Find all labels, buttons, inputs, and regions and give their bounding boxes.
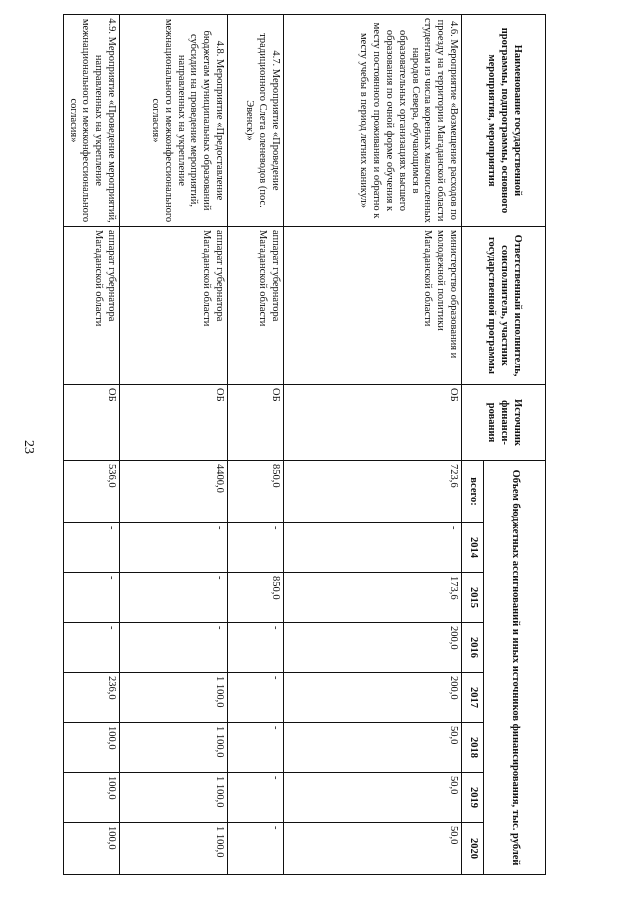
- header-year-2017: 2017: [462, 673, 484, 723]
- row-total: 4400,0: [120, 461, 228, 523]
- row-value-2018: 1 100,0: [120, 723, 228, 773]
- header-year-2016: 2016: [462, 623, 484, 673]
- row-value-2014: -: [63, 523, 119, 573]
- row-value-2019: 50,0: [284, 773, 462, 823]
- row-source: ОБ: [228, 385, 284, 461]
- table-row: [228, 15, 284, 875]
- header-funding-group: Объем бюджетных ассигнований и иных источников финансирования, тыс. рублей: [484, 461, 546, 875]
- header-year-2015: 2015: [462, 573, 484, 623]
- row-value-2018: -: [228, 723, 284, 773]
- header-name: Наименование государственной программы, подпрограммы, основного мероприятия, мероприятия: [462, 15, 546, 227]
- row-executor: аппарат губернатора Магаданской области: [228, 227, 284, 385]
- row-source: ОБ: [63, 385, 119, 461]
- row-executor: аппарат губернатора Магаданской области: [120, 227, 228, 385]
- row-value-2018: 50,0: [284, 723, 462, 773]
- row-name: 4.8. Мероприятие «Предоставление бюджетам муниципальных образований субсидии на проведение мероприятий, направленных на укрепление межнационального и межконфессионального согласия»: [120, 15, 228, 227]
- row-value-2014: -: [120, 523, 228, 573]
- row-name: 4.9. Мероприятие «Проведение мероприятий, направленных на укрепление межнационального и межконфессионального согласия»: [63, 15, 119, 227]
- row-executor: министерство образования и молодежной политики Магаданской области: [284, 227, 462, 385]
- row-value-2020: 100,0: [63, 823, 119, 875]
- row-value-2014: -: [228, 523, 284, 573]
- row-value-2016: -: [228, 623, 284, 673]
- row-value-2017: 236,0: [63, 673, 119, 723]
- header-source: Источник финанси-рования: [462, 385, 546, 461]
- row-source: ОБ: [284, 385, 462, 461]
- row-value-2015: -: [63, 573, 119, 623]
- row-value-2016: -: [63, 623, 119, 673]
- header-year-2014: 2014: [462, 523, 484, 573]
- row-total: 850,0: [228, 461, 284, 523]
- row-value-2020: 50,0: [284, 823, 462, 875]
- row-value-2018: 100,0: [63, 723, 119, 773]
- header-executor: Ответственный исполнитель, соисполнитель, участник государственной программы: [462, 227, 546, 385]
- row-executor: аппарат губернатора Магаданской области: [63, 227, 119, 385]
- table-row: [284, 15, 462, 875]
- row-value-2014: -: [284, 523, 462, 573]
- row-value-2016: -: [120, 623, 228, 673]
- row-value-2019: 100,0: [63, 773, 119, 823]
- row-value-2019: 1 100,0: [120, 773, 228, 823]
- row-source: ОБ: [120, 385, 228, 461]
- page-number: 23: [21, 440, 36, 454]
- row-value-2015: -: [120, 573, 228, 623]
- budget-table: [63, 14, 546, 875]
- row-name: 4.6. Мероприятие «Возмещение расходов по проезду на территории Магаданской области студентам из числа коренных малочисленных народов Севера, обучающимся в образовательных организациях высшего образования по очной форме обучения к месту постоянного проживания и обратно к месту учебы в период летних каникул»: [284, 15, 462, 227]
- header-year-2018: 2018: [462, 723, 484, 773]
- row-total: 536,0: [63, 461, 119, 523]
- row-value-2017: 200,0: [284, 673, 462, 723]
- table-row: [63, 15, 119, 875]
- row-total: 723,6: [284, 461, 462, 523]
- header-year-2020: 2020: [462, 823, 484, 875]
- row-value-2015: 850,0: [228, 573, 284, 623]
- row-value-2020: 1 100,0: [120, 823, 228, 875]
- row-value-2017: -: [228, 673, 284, 723]
- row-value-2017: 1 100,0: [120, 673, 228, 723]
- row-name: 4.7. Мероприятие «Проведение традиционного Слета оленеводов (пос. Эвенск)»: [228, 15, 284, 227]
- table-row: [120, 15, 228, 875]
- header-row-1: [484, 15, 546, 875]
- rotated-table-wrapper: [67, 14, 546, 874]
- row-value-2020: -: [228, 823, 284, 875]
- header-total: всего:: [462, 461, 484, 523]
- row-value-2015: 173,6: [284, 573, 462, 623]
- row-value-2019: -: [228, 773, 284, 823]
- row-value-2016: 200,0: [284, 623, 462, 673]
- header-year-2019: 2019: [462, 773, 484, 823]
